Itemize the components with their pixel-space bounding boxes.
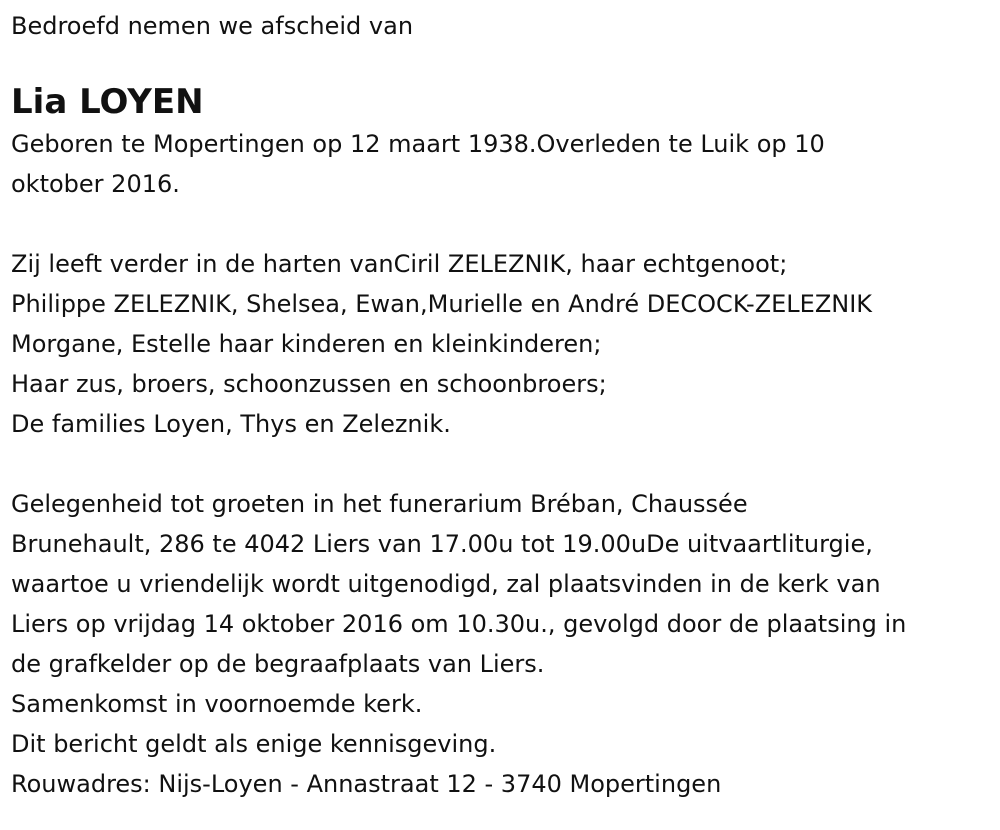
arrangements-line: Gelegenheid tot groeten in het funerarium Bréban, Chaussée — [11, 490, 748, 518]
birth-death-section — [11, 124, 996, 204]
mourners-line: Haar zus, broers, schoonzussen en schoonbroers; — [11, 370, 607, 398]
arrangements-section — [11, 484, 996, 804]
spacer — [11, 204, 996, 244]
death-notice — [11, 6, 996, 804]
arrangements-line: Samenkomst in voornoemde kerk. — [11, 690, 423, 718]
mourners-line: De families Loyen, Thys en Zeleznik. — [11, 410, 451, 438]
arrangements-line: Dit bericht geldt als enige kennisgeving. — [11, 730, 497, 758]
arrangements-line: waartoe u vriendelijk wordt uitgenodigd, zal plaatsvinden in de kerk van — [11, 570, 881, 598]
mourners-line: Philippe ZELEZNIK, Shelsea, Ewan,Murielle en André DECOCK-ZELEZNIK — [11, 290, 873, 318]
mourners-line: Zij leeft verder in de harten vanCiril ZELEZNIK, haar echtgenoot; — [11, 250, 788, 278]
birth-death-line: oktober 2016. — [11, 170, 180, 198]
deceased-name: Lia LOYEN — [11, 82, 204, 122]
mourners-line: Morgane, Estelle haar kinderen en kleinkinderen; — [11, 330, 602, 358]
arrangements-line: Brunehault, 286 te 4042 Liers van 17.00u tot 19.00uDe uitvaartliturgie, — [11, 530, 873, 558]
mourning-address: Rouwadres: Nijs-Loyen - Annastraat 12 - 3740 Mopertingen — [11, 770, 722, 798]
spacer — [11, 444, 996, 484]
birth-death-line: Geboren te Mopertingen op 12 maart 1938.Overleden te Luik op 10 — [11, 130, 825, 158]
mourners-section — [11, 244, 996, 444]
arrangements-line: Liers op vrijdag 14 oktober 2016 om 10.30u., gevolgd door de plaatsing in — [11, 610, 907, 638]
intro-text: Bedroefd nemen we afscheid van — [11, 12, 414, 40]
arrangements-line: de grafkelder op de begraafplaats van Liers. — [11, 650, 545, 678]
